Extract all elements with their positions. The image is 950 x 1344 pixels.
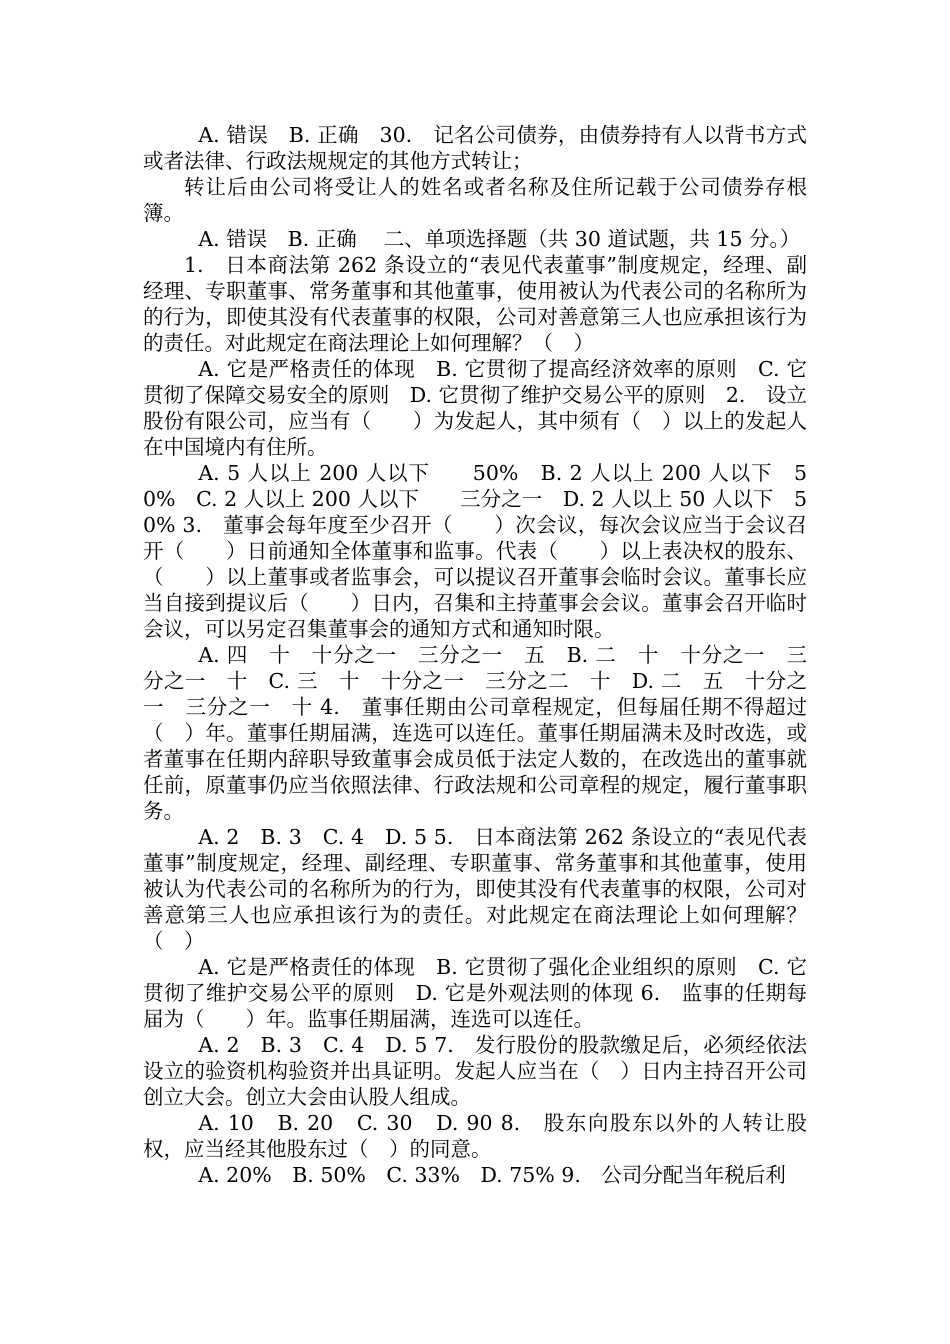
- paragraph-q30-answers-section-heading: A. 错误 B. 正确 二、单项选择题（共 30 道试题，共 15 分。）: [198, 227, 801, 251]
- paragraph-q8-answers-q9: A. 20% B. 50% C. 33% D. 75% 9. 公司分配当年税后利: [198, 1163, 786, 1187]
- paragraph-q7-answers-q8: A. 10 B. 20 C. 30 D. 90 8. 股东向股东以外的人转让股权，应当经其他股东过（ ）的同意。: [143, 1111, 807, 1161]
- paragraph-q5-answers-q6: A. 它是严格责任的体现 B. 它贯彻了强化企业组织的原则 C. 它贯彻了维护交易公平的原则 D. 它是外观法则的体现 6. 监事的任期每届为（ ）年。监事任期届满，连选可以连任。: [143, 955, 807, 1031]
- paragraph-q29-answers-q30: A. 错误 B. 正确 30. 记名公司债券，由债券持有人以背书方式或者法律、行政法规规定的其他方式转让；: [143, 123, 807, 173]
- paragraph-question-1: 1. 日本商法第 262 条设立的“表见代表董事”制度规定，经理、副经理、专职董事、常务董事和其他董事，使用被认为代表公司的名称所为的行为，即使其没有代表董事的权限，公司对善意第三人也应承担该行为的责任。对此规定在商法理论上如何理解？（ ）: [143, 253, 807, 355]
- paragraph-q6-answers-q7: A. 2 B. 3 C. 4 D. 5 7. 发行股份的股款缴足后，必须经依法设立的验资机构验资并出具证明。发起人应当在（ ）日内主持召开公司创立大会。创立大会由认股人组成。: [143, 1033, 807, 1109]
- document-page: [143, 122, 807, 1188]
- paragraph-q3-answers-q4: A. 四 十 十分之一 三分之一 五 B. 二 十 十分之一 三分之一 十 C. 三 十 十分之一 三分之二 十 D. 二 五 十分之一 三分之一 十 4. 董事任期由公司章程规定，但每届任期不得超过（ ）年。董事任期届满，连选可以连任。董事任期届满未及时改选，或者董事在任期内辞职导致董事会成员低于法定人数的，在改选出的董事就任前，原董事仍应当依照法律、行政法规和公司章程的规定，履行董事职务。: [143, 643, 807, 823]
- paragraph-q2-answers-q3: A. 5 人以上 200 人以下 50% B. 2 人以上 200 人以下 50% C. 2 人以上 200 人以下 三分之一 D. 2 人以上 50 人以下 50% 3. 董事会每年度至少召开（ ）次会议，每次会议应当于会议召开（ ）日前通知全体董事和监事。代表（ ）以上表决权的股东、（ ）以上董事或者监事会，可以提议召开董事会临时会议。董事长应当自接到提议后（ ）日内，召集和主持董事会会议。董事会召开临时会议，可以另定召集董事会的通知方式和通知时限。: [143, 461, 807, 641]
- paragraph-q30-continuation: 转让后由公司将受让人的姓名或者名称及住所记载于公司债券存根簿。: [143, 175, 807, 225]
- paragraph-q1-answers-q2: A. 它是严格责任的体现 B. 它贯彻了提高经济效率的原则 C. 它贯彻了保障交易安全的原则 D. 它贯彻了维护交易公平的原则 2. 设立股份有限公司，应当有（ ）为发起人，其中须有（ ）以上的发起人在中国境内有住所。: [143, 357, 807, 459]
- paragraph-q4-answers-q5: A. 2 B. 3 C. 4 D. 5 5. 日本商法第 262 条设立的“表见代表董事”制度规定，经理、副经理、专职董事、常务董事和其他董事，使用被认为代表公司的名称所为的行为，即使其没有代表董事的权限，公司对善意第三人也应承担该行为的责任。对此规定在商法理论上如何理解？（ ）: [143, 825, 807, 953]
